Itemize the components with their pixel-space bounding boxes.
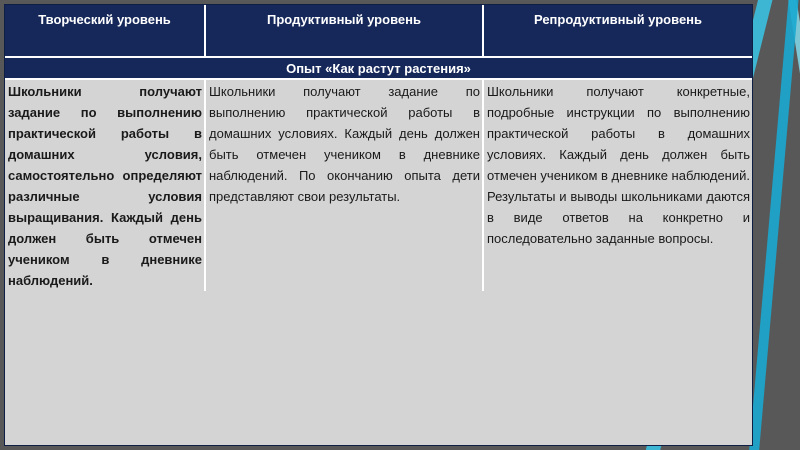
header-creative-level: Творческий уровень [5, 5, 205, 57]
productive-level-description: Школьники получают задание по выполнению практической работы в домашних условиях. Каждый день должен быть отмечен учеником в дневнике наблюдений. По окончанию опыта дети представляют свои результаты. [205, 79, 483, 291]
comparison-table-panel [4, 4, 753, 446]
header-reproductive-level: Репродуктивный уровень [483, 5, 752, 57]
topic-row [5, 57, 752, 79]
reproductive-level-description: Школьники получают конкретные, подробные инструкции по выполнению практической работы в домашних условиях. Каждый день должен быть отмечен учеником в дневнике наблюдений. Результаты и выводы школьниками даются в виде ответов на конкретно и последовательно заданные вопросы. [483, 79, 752, 291]
comparison-table [5, 5, 752, 291]
creative-level-description: Школьники получают задание по выполнению практической работы в домашних условия, самостоятельно определяют различные условия выращивания. Каждый день должен быть отмечен учеником в дневнике наблюдений. [8, 84, 202, 288]
content-row [5, 79, 752, 291]
experiment-title: Опыт «Как растут растения» [5, 57, 752, 79]
header-row [5, 5, 752, 57]
header-productive-level: Продуктивный уровень [205, 5, 483, 57]
